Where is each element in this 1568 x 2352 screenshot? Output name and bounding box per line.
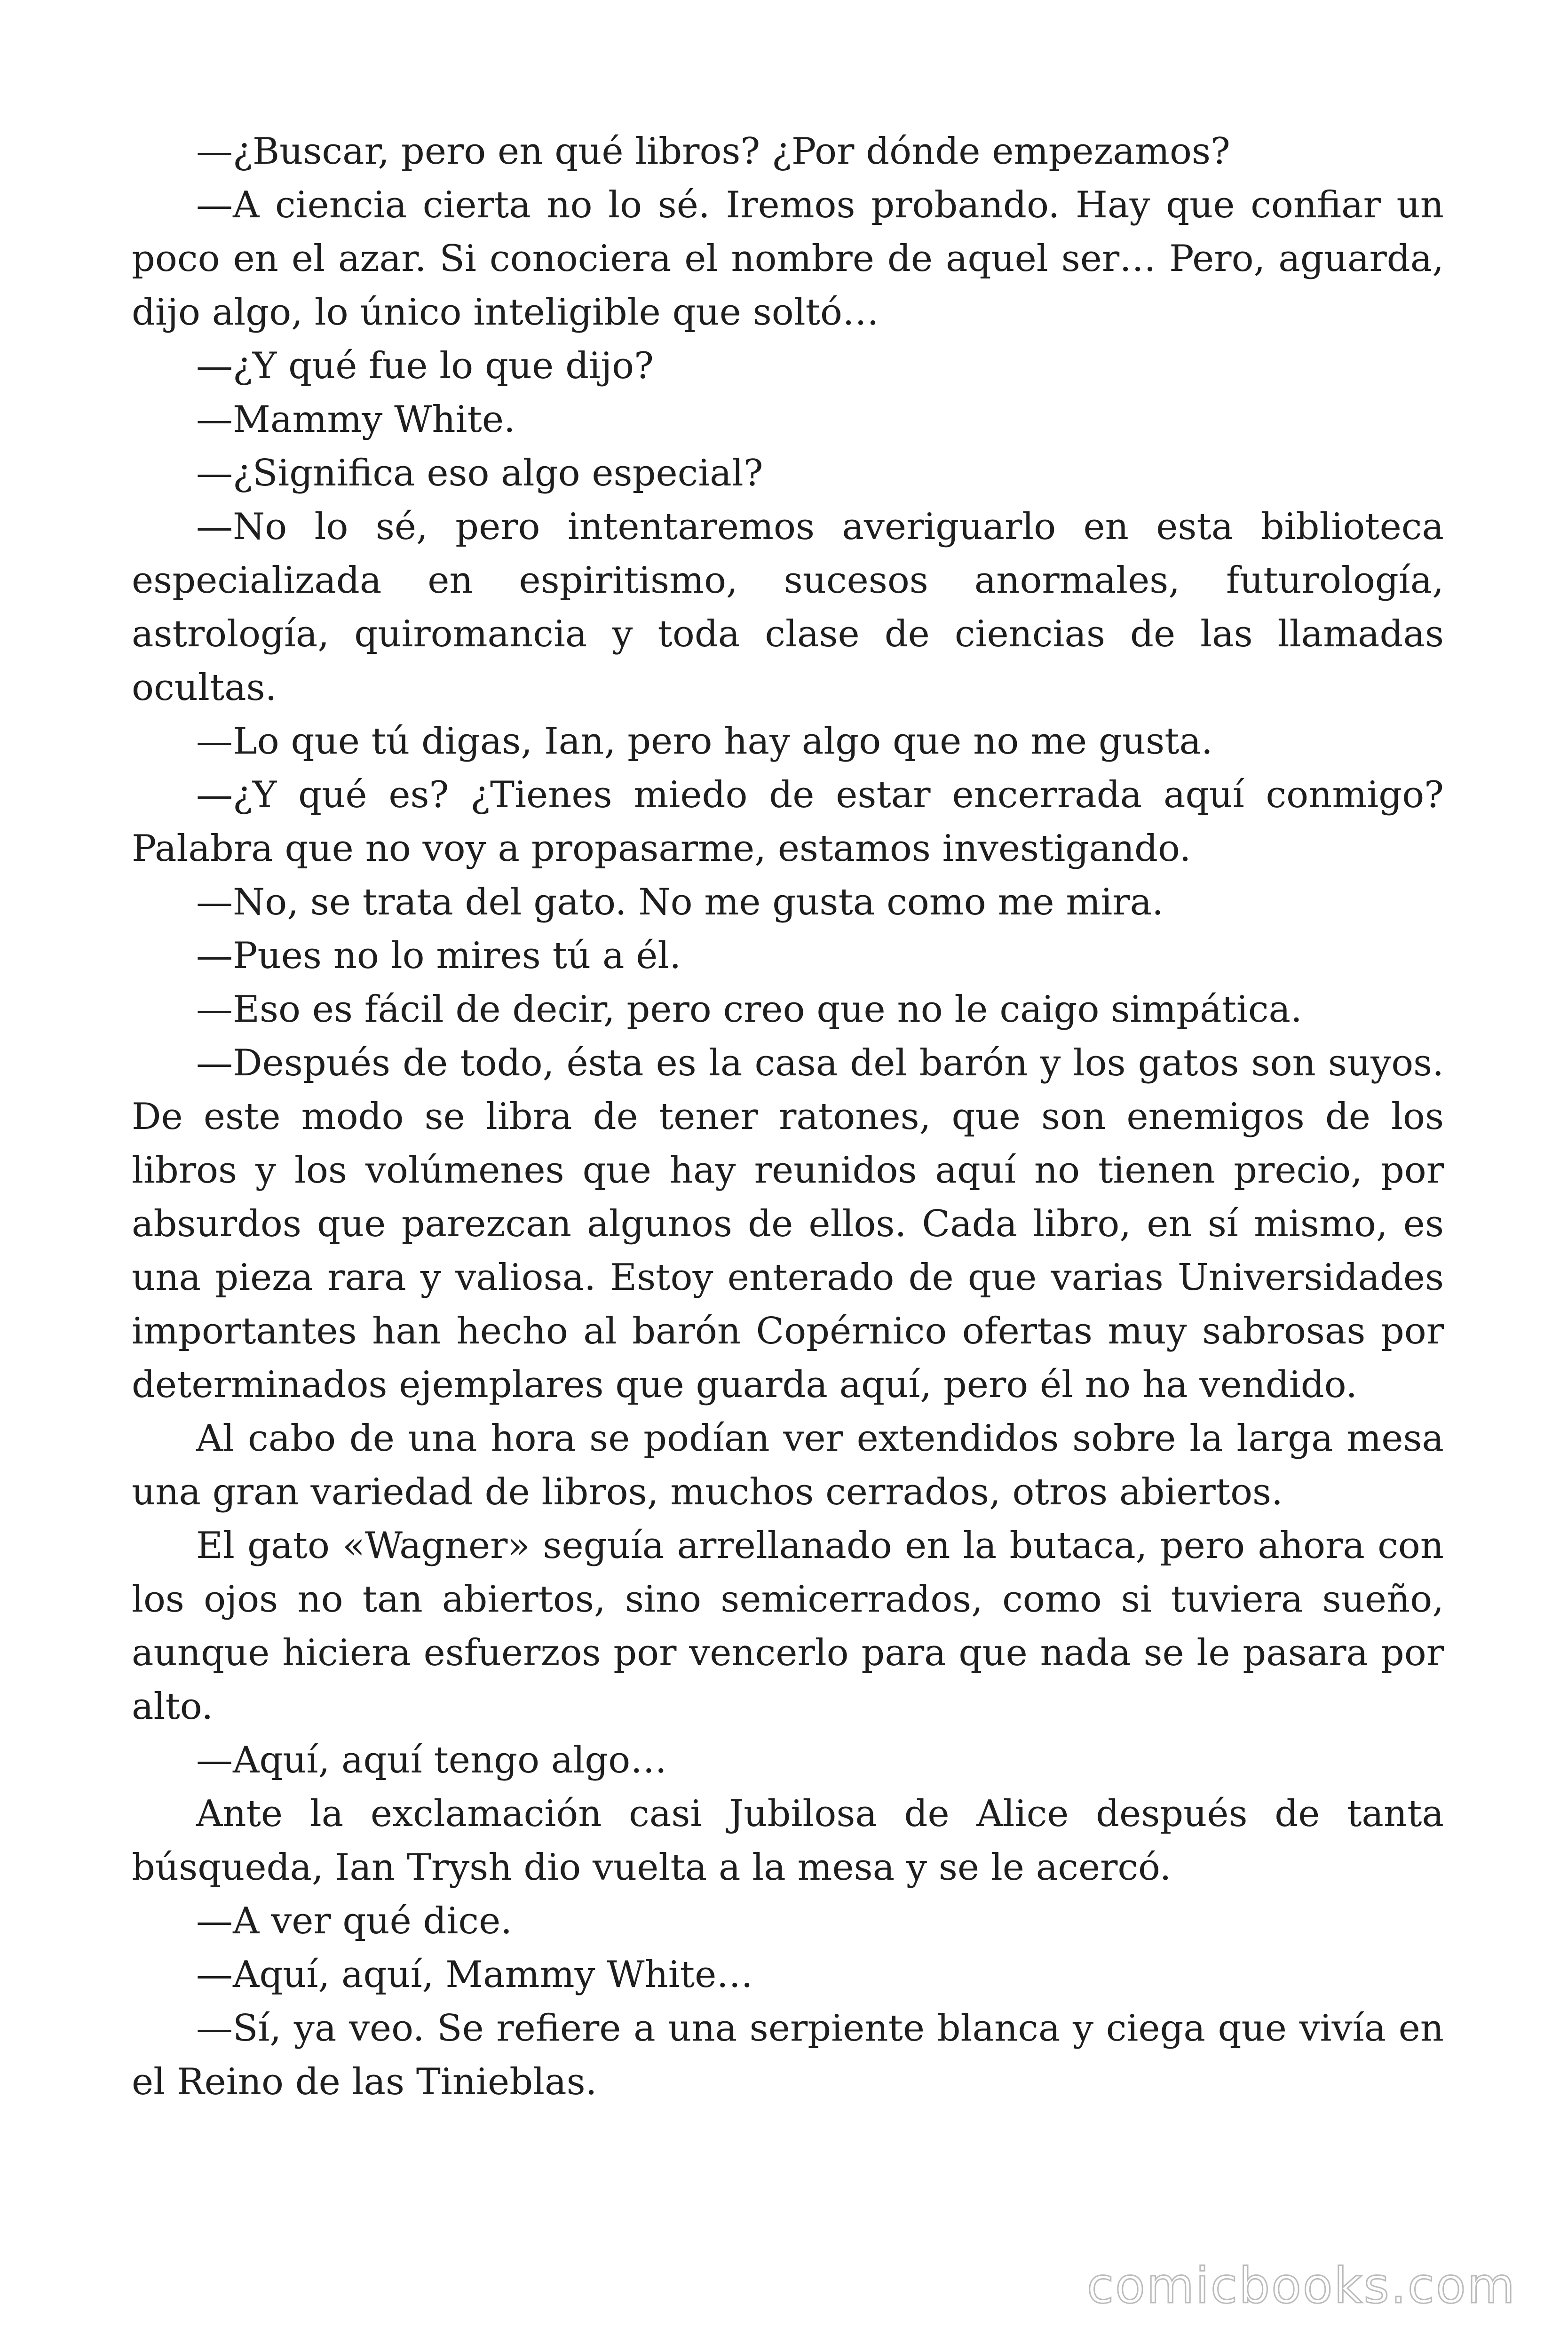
paragraph-4: —Mammy White. bbox=[196, 398, 515, 441]
paragraph-15: —Aquí, aquí tengo algo… bbox=[196, 1739, 667, 1781]
book-page bbox=[132, 125, 1444, 2109]
paragraph-17: —A ver qué dice. bbox=[196, 1900, 513, 1942]
paragraph-7: —Lo que tú digas, Ian, pero hay algo que no me gusta. bbox=[196, 720, 1213, 763]
paragraph-16: Ante la exclamación casi Jubilosa de Alice después de tanta búsqueda, Ian Trysh dio vuelta a la mesa y se le acercó. bbox=[132, 1793, 1444, 1889]
watermark-text: comicbooks.com bbox=[1086, 2257, 1516, 2314]
paragraph-14: El gato «Wagner» seguía arrellanado en la butaca, pero ahora con los ojos no tan abiertos, sino semicerrados, como si tuviera sueño, aunque hiciera esfuerzos por vencerlo para que nada se le pasara por alto. bbox=[132, 1525, 1444, 1728]
paragraph-19: —Sí, ya veo. Se refiere a una serpiente blanca y ciega que vivía en el Reino de las Tinieblas. bbox=[132, 2007, 1444, 2103]
paragraph-11: —Eso es fácil de decir, pero creo que no le caigo simpática. bbox=[196, 988, 1302, 1031]
paragraph-5: —¿Significa eso algo especial? bbox=[196, 452, 763, 494]
paragraph-13: Al cabo de una hora se podían ver extendidos sobre la larga mesa una gran variedad de libros, muchos cerrados, otros abiertos. bbox=[132, 1417, 1444, 1513]
paragraph-10: —Pues no lo mires tú a él. bbox=[196, 935, 681, 977]
paragraph-12: —Después de todo, ésta es la casa del barón y los gatos son suyos. De este modo se libra de tener ratones, que son enemigos de los libros y los volúmenes que hay reunidos aquí no tienen precio, por absurdos que parezcan algunos de ellos. Cada libro, en sí mismo, es una pieza rara y valiosa. Estoy enterado de que varias Universidades importantes han hecho al barón Copérnico ofertas muy sabrosas por determinados ejemplares que guarda aquí, pero él no ha vendido. bbox=[132, 1042, 1444, 1406]
paragraph-1: —¿Buscar, pero en qué libros? ¿Por dónde empezamos? bbox=[196, 130, 1230, 173]
paragraph-9: —No, se trata del gato. No me gusta como me mira. bbox=[196, 881, 1164, 923]
paragraph-3: —¿Y qué fue lo que dijo? bbox=[196, 345, 654, 387]
paragraph-6: —No lo sé, pero intentaremos averiguarlo en esta biblioteca especializada en espiritismo, sucesos anormales, futurología, astrología, quiromancia y toda clase de ciencias de las llamadas ocultas. bbox=[132, 506, 1444, 709]
paragraph-18: —Aquí, aquí, Mammy White… bbox=[196, 1954, 753, 1996]
paragraph-2: —A ciencia cierta no lo sé. Iremos probando. Hay que confiar un poco en el azar. Si conociera el nombre de aquel ser… Pero, aguarda, dijo algo, lo único inteligible que soltó… bbox=[132, 184, 1444, 334]
paragraph-8: —¿Y qué es? ¿Tienes miedo de estar encerrada aquí conmigo? Palabra que no voy a propasarme, estamos investigando. bbox=[132, 774, 1444, 870]
